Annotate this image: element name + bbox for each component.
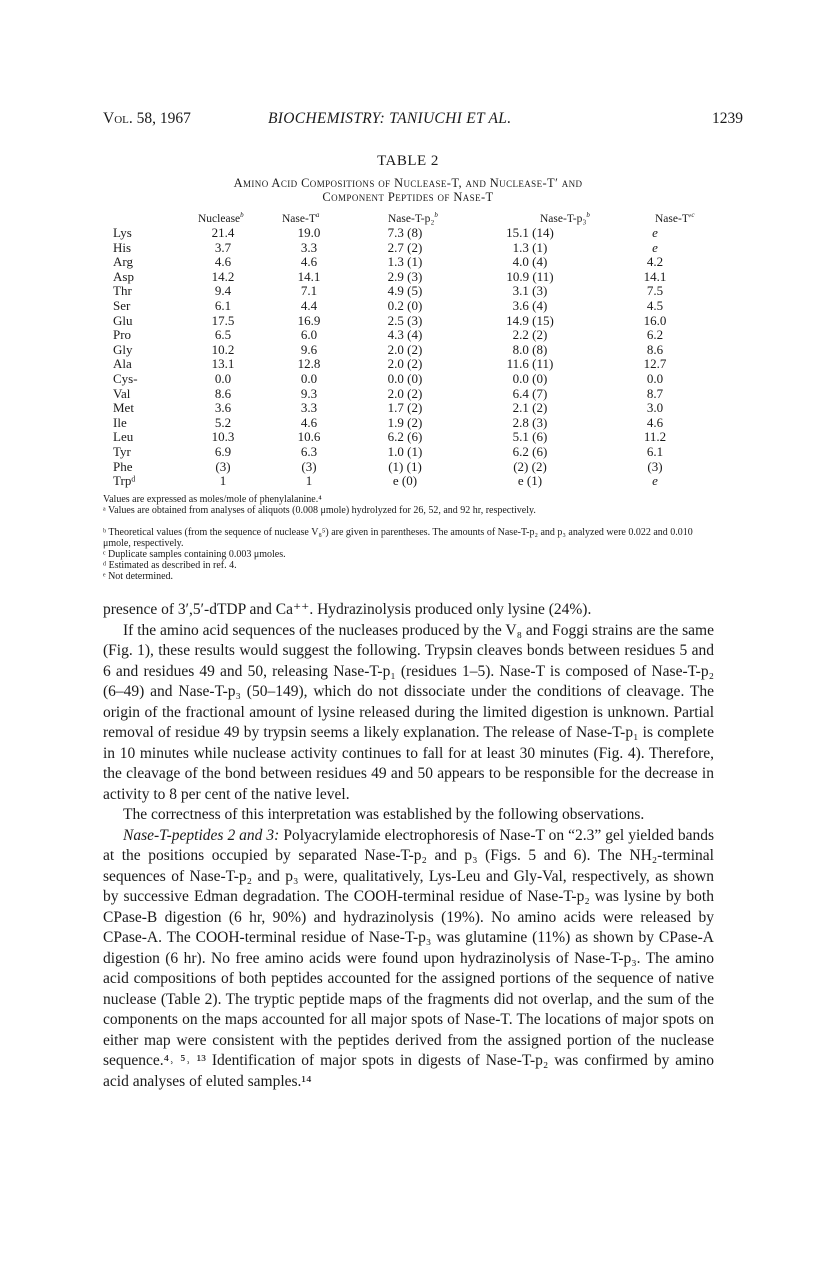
table-cell: 12.7	[643, 356, 667, 372]
table-cell: e (0)	[392, 473, 418, 489]
column-header-nase-t: Nase-$T^a$	[282, 211, 320, 225]
table-cell: 21.4	[211, 225, 235, 240]
paragraph-hydrazinolysis: presence of 3′,5′-dTDP and Ca⁺⁺. Hydrazinolysis produced only lysine (24%).	[103, 601, 592, 618]
table-cell: 6.2 (6)	[387, 429, 423, 445]
table-cell: (3)	[215, 458, 231, 474]
table-cell: 6.1	[646, 443, 664, 459]
table-title: TABLE 2	[377, 153, 439, 169]
table-cell: 3.1 (3)	[512, 283, 548, 299]
amino-acid-name: His	[113, 239, 132, 255]
table-cell: e	[652, 473, 658, 489]
table-cell: 16.9	[297, 312, 321, 328]
table-row	[113, 284, 705, 299]
table-cell: (3)	[301, 458, 317, 474]
table-cell: 3.7	[214, 239, 232, 255]
table-footnote-d: ᵈ Estimated as described in ref. 4.	[103, 560, 237, 571]
table-cell: 1.3 (1)	[387, 254, 423, 270]
table-cell: e (1)	[517, 473, 543, 489]
table-cell: 2.2 (2)	[512, 327, 548, 343]
table-cell: 16.0	[643, 312, 667, 328]
table-row	[113, 474, 705, 489]
table-cell: (2) (2)	[513, 458, 547, 474]
table-cell: 2.0 (2)	[387, 341, 423, 357]
paragraph-peptides-text: Polyacrylamide electrophoresis of Nase-T on “2.3” gel yielded bands at the positions occupied by separated Nase-T-p₂ and p₃ (Figs. 5 and 6). The NH₂-terminal sequences of Nase-T-p₂ and p₃ were, qualitatively, Lys-Leu and Gly-Val, respectively, as shown by successive Edman degradation. The COOH-terminal residue of Nase-T-p₂ was lysine by both CPase-B digestion (6 hr, 90%) and hydrazinolysis (19%). No amino acids were released by CPase-A. The COOH-terminal residue of Nase-T-p₃ was glutamine (11%) as shown by CPase-A digestion (6 hr). No free amino acids were found upon hydrazinolysis of Nase-T-p₃. The amino acid compositions of both peptides accounted for the assigned portions of the sequence of native nuclease (Table 2). The tryptic peptide maps of the fragments did not overlap, and the sum of the components on the maps accounted for all major spots of Nase-T. The locations of major spots on either map were consistent with the peptides derived from the assigned portion of the nuclease sequence.⁴˒ ⁵˒ ¹³ Identification of major spots in digests of Nase-T-p₂ was confirmed by amino acid analyses of eluted samples.¹⁴	[103, 826, 715, 1090]
column-header-nuclease: Nuclease$^b$	[198, 211, 244, 225]
column-header-nase-t-p3: Nase-T-p₃$^b$	[540, 211, 590, 225]
table-cell: 5.1 (6)	[512, 429, 548, 445]
table-cell: 3.3	[300, 239, 318, 255]
table-row	[113, 343, 705, 358]
table-cell: 2.9 (3)	[387, 268, 423, 284]
table-cell: 4.4	[300, 297, 318, 313]
table-row	[113, 401, 705, 416]
table-cell: 4.6	[300, 414, 318, 430]
amino-acid-name: Lys	[113, 225, 132, 240]
table-cell: 4.9 (5)	[387, 283, 423, 299]
table-row	[113, 387, 705, 402]
paragraph-peptides	[103, 826, 714, 1093]
amino-acid-table	[113, 226, 705, 489]
amino-acid-name: Val	[113, 385, 131, 401]
table-cell: 14.2	[211, 268, 235, 284]
amino-acid-name: Cys-	[113, 370, 138, 386]
table-cell: 2.5 (3)	[387, 312, 423, 328]
table-cell: 1.0 (1)	[387, 443, 423, 459]
table-cell: 5.2	[214, 414, 232, 430]
table-cell: 11.2	[643, 429, 667, 445]
amino-acid-name: Gly	[113, 341, 133, 357]
table-row	[113, 241, 705, 256]
table-caption-line-1: Amino Acid Compositions of Nuclease-T, and Nuclease-T′ and	[233, 176, 583, 190]
table-cell: 6.5	[214, 327, 232, 343]
section-heading-peptides: Nase-T-peptides 2 and 3:	[123, 826, 280, 844]
table-cell: 7.5	[646, 283, 664, 299]
table-row	[113, 430, 705, 445]
amino-acid-name: Leu	[113, 429, 134, 445]
table-cell: (3)	[647, 458, 663, 474]
table-row	[113, 226, 705, 241]
table-row	[113, 372, 705, 387]
table-cell: 1	[219, 473, 227, 489]
table-cell: 4.2	[646, 254, 664, 270]
table-cell: 2.8 (3)	[512, 414, 548, 430]
table-cell: 8.0 (8)	[512, 341, 548, 357]
table-caption-line-2: Component Peptides of Nase-T	[322, 190, 494, 204]
table-cell: 1	[305, 473, 313, 489]
amino-acid-name: Pro	[113, 327, 132, 343]
body-text	[103, 600, 714, 1092]
amino-acid-name: Thr	[113, 283, 132, 299]
page-number: 1239	[712, 110, 743, 127]
journal-title: BIOCHEMISTRY: TANIUCHI ET AL.	[268, 110, 512, 127]
table-cell: 17.5	[211, 312, 235, 328]
table-cell: 13.1	[211, 356, 235, 372]
table-cell: 8.7	[646, 385, 664, 401]
table-cell: e	[652, 225, 658, 240]
table-cell: 19.0	[297, 225, 321, 240]
table-cell: 10.3	[211, 429, 235, 445]
table-cell: 6.1	[214, 297, 232, 313]
table-cell: 14.9 (15)	[506, 312, 554, 328]
table-row	[113, 314, 705, 329]
table-cell: 3.3	[300, 400, 318, 416]
table-cell: 4.0 (4)	[512, 254, 548, 270]
table-footnote-units: Values are expressed as moles/mole of phenylalanine.⁴	[103, 494, 322, 505]
table-cell: 6.3	[300, 443, 318, 459]
table-caption	[118, 176, 698, 204]
amino-acid-name: Trpᵈ	[113, 473, 136, 489]
table-cell: 8.6	[214, 385, 232, 401]
table-cell: 6.0	[300, 327, 318, 343]
table-cell: 8.6	[646, 341, 664, 357]
amino-acid-name: Arg	[113, 254, 133, 270]
table-row	[113, 299, 705, 314]
table-cell: 2.0 (2)	[387, 385, 423, 401]
table-cell: 4.6	[214, 254, 232, 270]
amino-acid-name: Glu	[113, 312, 133, 328]
table-cell: 7.1	[300, 283, 318, 299]
column-header-nase-t-p2: Nase-T-p₂$^b$	[388, 211, 438, 225]
table-cell: 1.9 (2)	[387, 414, 423, 430]
table-cell: 9.6	[300, 341, 318, 357]
table-cell: 2.1 (2)	[512, 400, 548, 416]
table-cell: 14.1	[297, 268, 321, 284]
table-footnote-b: ᵇ Theoretical values (from the sequence of nuclease V₈⁵) are given in parentheses. The amounts of Nase-T-p₂ and p₃ analyzed were 0.022 and 0.010 μmole, respectively.	[103, 527, 693, 549]
table-cell: 6.2 (6)	[512, 443, 548, 459]
table-cell: (1) (1)	[388, 458, 422, 474]
table-cell: 4.6	[646, 414, 664, 430]
table-cell: 1.3 (1)	[512, 239, 548, 255]
paragraph-interpretation: If the amino acid sequences of the nucleases produced by the V₈ and Foggi strains are the same (Fig. 1), these results would suggest the following. Trypsin cleaves bonds between residues 5 and 6 and residues 49 and 50, releasing Nase-T-p₁ (residues 1–5). Nase-T is composed of Nase-T-p₂ (6–49) and Nase-T-p₃ (50–149), which do not dissociate under the conditions of cleavage. The origin of the fractional amount of lysine released during the limited digestion is unknown. Partial removal of residue 49 by trypsin seems a likely explanation. The release of Nase-T-p₁ is complete in 10 minutes while nuclease activity continues to fall for at least 30 minutes (Fig. 4). Therefore, the cleavage of the bond between residues 49 and 50 appears to be responsible for the decrease in activity to 8 per cent of the native level.	[103, 621, 714, 803]
table-cell: 10.9 (11)	[506, 268, 554, 284]
table-row	[113, 416, 705, 431]
table-row	[113, 357, 705, 372]
table-footnote-c: ᶜ Duplicate samples containing 0.003 μmoles.	[103, 549, 286, 560]
amino-acid-name: Ile	[113, 414, 127, 430]
table-cell: 0.0 (0)	[512, 370, 548, 386]
volume-info: Vol. 58, 1967	[103, 110, 191, 127]
table-row	[113, 270, 705, 285]
amino-acid-name: Tyr	[113, 443, 131, 459]
table-cell: 0.0	[214, 370, 232, 386]
table-cell: 3.6	[214, 400, 232, 416]
table-cell: 3.6 (4)	[512, 297, 548, 313]
table-cell: 9.4	[214, 283, 232, 299]
amino-acid-name: Phe	[113, 458, 133, 474]
table-cell: 14.1	[643, 268, 667, 284]
amino-acid-name: Ser	[113, 297, 131, 313]
table-row	[113, 328, 705, 343]
table-cell: 0.0	[300, 370, 318, 386]
table-row	[113, 255, 705, 270]
amino-acid-name: Met	[113, 400, 134, 416]
running-header	[103, 110, 743, 132]
table-cell: 6.4 (7)	[512, 385, 548, 401]
table-cell: 4.5	[646, 297, 664, 313]
table-cell: 4.3 (4)	[387, 327, 423, 343]
table-row	[113, 460, 705, 475]
table-cell: 1.7 (2)	[387, 400, 423, 416]
table-cell: 9.3	[300, 385, 318, 401]
table-cell: 3.0	[646, 400, 664, 416]
table-cell: 10.2	[211, 341, 235, 357]
table-cell: e	[652, 239, 658, 255]
table-cell: 7.3 (8)	[387, 225, 423, 240]
table-cell: 10.6	[297, 429, 321, 445]
table-row	[113, 445, 705, 460]
amino-acid-name: Asp	[113, 268, 134, 284]
table-cell: 6.2	[646, 327, 664, 343]
table-cell: 15.1 (14)	[506, 225, 554, 240]
table-cell: 0.0 (0)	[387, 370, 423, 386]
column-header-nase-t-prime: Nase-$T'^c$	[655, 211, 695, 225]
table-cell: 12.8	[297, 356, 321, 372]
table-footnote-e: ᵉ Not determined.	[103, 571, 174, 582]
paragraph-correctness: The correctness of this interpretation was established by the following observations.	[123, 806, 645, 823]
table-cell: 2.7 (2)	[387, 239, 423, 255]
table-cell: 2.0 (2)	[387, 356, 423, 372]
table-cell: 0.0	[646, 370, 664, 386]
table-cell: 11.6 (11)	[506, 356, 554, 372]
table-cell: 6.9	[214, 443, 232, 459]
amino-acid-name: Ala	[113, 356, 132, 372]
table-footnote-a: ᵃ Values are obtained from analyses of aliquots (0.008 μmole) hydrolyzed for 26, 52, and 92 hr, respectively.	[103, 505, 536, 516]
table-cell: 4.6	[300, 254, 318, 270]
table-cell: 0.2 (0)	[387, 297, 423, 313]
